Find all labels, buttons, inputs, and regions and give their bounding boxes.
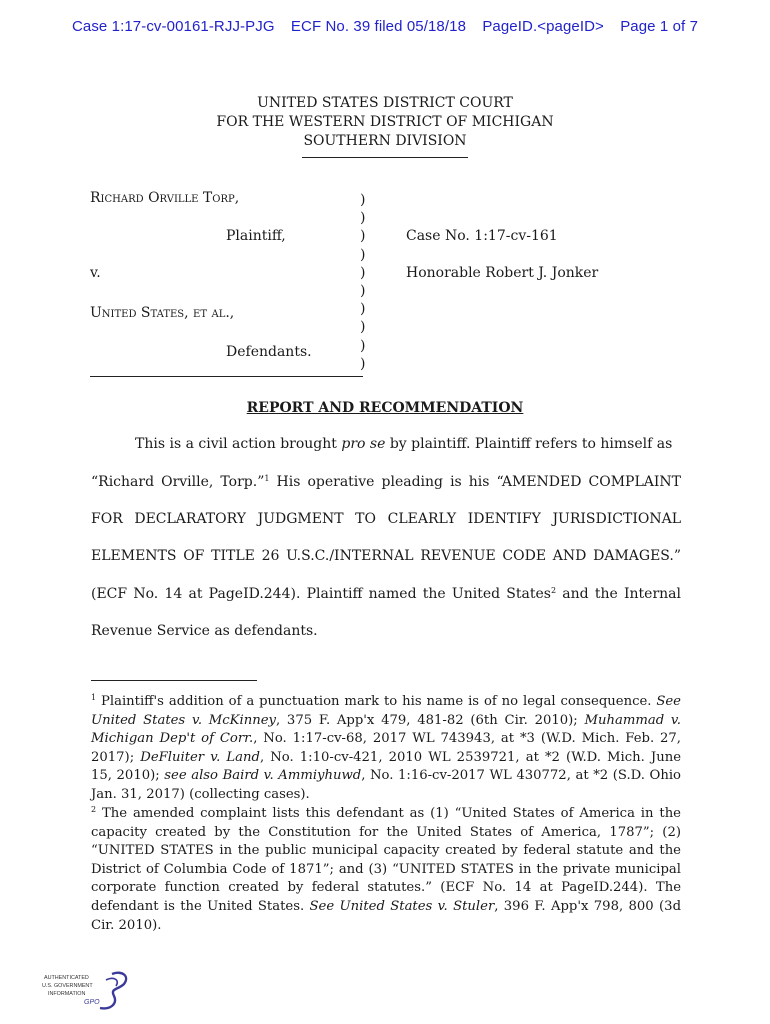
footnote-ref-2: 2 xyxy=(550,586,557,595)
body-line-4: ELEMENTS OF TITLE 26 U.S.C./INTERNAL REVENUE CODE AND DAMAGES.” xyxy=(91,548,681,564)
body-line-5: (ECF No. 14 at PageID.244). Plaintiff named the United States$^2$ and the Internal xyxy=(91,586,681,602)
defendants-label: Defendants. xyxy=(226,344,312,360)
gpo-authentication-logo xyxy=(40,968,140,1018)
court-district: FOR THE WESTERN DISTRICT OF MICHIGAN xyxy=(216,114,554,130)
ecf-header xyxy=(0,18,770,35)
header-page-count: Page 1 of 7 xyxy=(620,18,699,35)
case-number: Case No. 1:17-cv-161 xyxy=(406,228,558,244)
document-title: REPORT AND RECOMMENDATION xyxy=(246,400,524,416)
body-line-2: “Richard Orville, Torp.”$^1$ His operative pleading is his “AMENDED COMPLAINT xyxy=(91,474,682,490)
footnote-1: $^1$ Plaintiff's addition of a punctuation mark to his name is of no legal consequence. See United States v. McKinney, 375 F. App'x 479, 481-82 (6th Cir. 2010); Muhammad v. Michigan Dep't of Corr., No. 1:17-cv-68, 2017 WL 743943, at *3 (W.D. Mich. Feb. 27, 2017); DeFluiter v. Land, No. 1:10-cv-421, 2010 WL 2539721, at *2 (W.D. Mich. June 15, 2010); see also Baird v. Ammiyhuwd, No. 1:16-cv-2017 WL 430772, at *2 (S.D. Ohio Jan. 31, 2017) (collecting cases). xyxy=(91,693,681,802)
svg-text:GPO: GPO xyxy=(84,999,100,1006)
body-line-6: Revenue Service as defendants. xyxy=(91,623,318,639)
versus-label: v. xyxy=(90,265,101,281)
svg-text:AUTHENTICATED: AUTHENTICATED xyxy=(44,975,89,981)
body-line-3: FOR DECLARATORY JUDGMENT TO CLEARLY IDENTIFY JURISDICTIONAL xyxy=(91,511,681,527)
gpo-eagle-icon xyxy=(40,968,140,1018)
plaintiff-label: Plaintiff, xyxy=(226,228,286,244)
footnote-divider xyxy=(91,680,257,681)
defendant-name: United States, et al., xyxy=(90,305,235,321)
footnote-ref-1: 1 xyxy=(264,474,270,483)
svg-text:INFORMATION: INFORMATION xyxy=(48,991,86,997)
footnote-2: $^2$ The amended complaint lists this defendant as (1) “United States of America in the capacity created by the Constitution for the United States of America, 1787”; (2) “UNITED STATES in the public municipal capacity created by federal statute and the District of Columbia Code of 1871”; and (3) “UNITED STATES in the private municipal corporate function created by federal statutes.” (ECF No. 14 at PageID.244). The defendant is the United States. See United States v. Stuler, 396 F. App'x 798, 800 (3d Cir. 2010). xyxy=(91,805,682,933)
caption-divider xyxy=(90,376,363,377)
svg-text:U.S. GOVERNMENT: U.S. GOVERNMENT xyxy=(42,983,93,989)
court-division: SOUTHERN DIVISION xyxy=(303,133,467,149)
judge-name: Honorable Robert J. Jonker xyxy=(406,265,599,281)
header-ecf-filing: ECF No. 39 filed 05/18/18 xyxy=(290,18,467,35)
header-case-number: Case 1:17-cv-00161-RJJ-PJG xyxy=(71,18,275,35)
body-line-1: This is a civil action brought pro se by plaintiff. Plaintiff refers to himself as xyxy=(135,436,673,452)
plaintiff-name: Richard Orville Torp, xyxy=(90,190,240,206)
heading-divider xyxy=(302,157,468,158)
court-name: UNITED STATES DISTRICT COURT xyxy=(257,95,513,111)
caption-parentheses: ) ) ) ) ) ) ) ) ) ) xyxy=(360,192,366,372)
header-page-id: PageID.<pageID> xyxy=(482,18,604,35)
court-heading xyxy=(0,94,770,158)
